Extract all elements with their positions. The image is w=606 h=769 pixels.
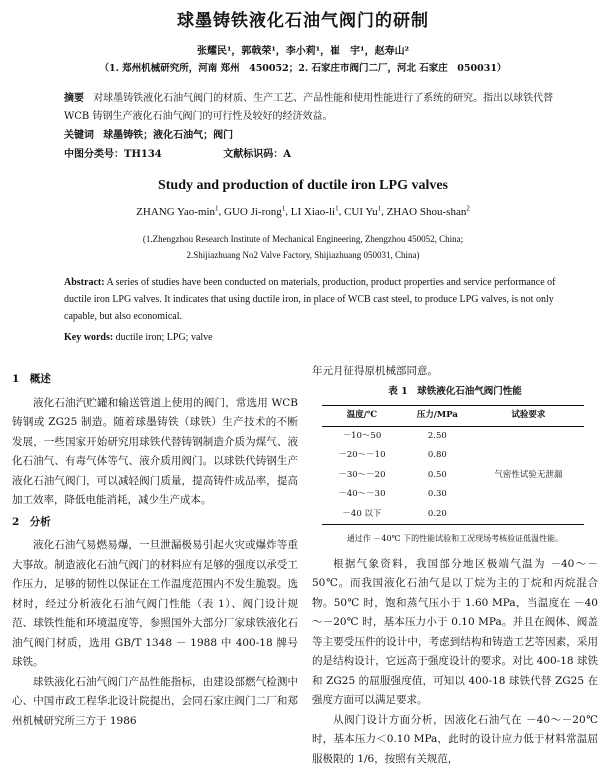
abstract-cn <box>64 90 564 126</box>
keywords-en <box>64 329 564 347</box>
table-cell: 0.80 <box>402 446 473 466</box>
classification-value: TH134 <box>124 149 162 160</box>
table-row <box>322 426 584 446</box>
table-cell: 0.20 <box>402 505 473 525</box>
doc-code-label: 文献标识码： <box>223 149 283 160</box>
affiliation-en-2: 2.Shijiazhuang No2 Valve Factory, Shijiazhuang 050031, China) <box>0 250 606 260</box>
keywords-en-text: ductile iron; LPG; valve <box>116 332 213 343</box>
table-caption: 表 1 球铁液化石油气阀门性能 <box>312 382 598 402</box>
doc-code-value: A <box>283 149 291 160</box>
table-cell: 2.50 <box>402 426 473 446</box>
section-1-heading: 1 概述 <box>12 370 298 390</box>
abstract-en-label: Abstract: <box>64 277 105 288</box>
author-affiliation-mark: 1 <box>215 204 219 212</box>
author-en: ZHAO Shou-shan$^2$ <box>387 206 470 218</box>
abstract-en-text: A series of studies have been conducted on materials, production, product properties and service performance of ductile iron LPG valves. It indicates that using ductile iron, in place of WCB cast steel, to produce LPG valves, is not only capable, but also economical. <box>64 277 556 322</box>
table-cell: －20～－10 <box>322 446 402 466</box>
authors-en: ZHANG Yao-$\min^1$, GUO Ji-rong$^1$, LI Xiao-$li^1$, CUI Yu$^1$, ZHAO Shou-shan$^2$ <box>0 204 606 218</box>
keywords-cn-text: 球墨铸铁；液化石油气；阀门 <box>103 130 233 141</box>
affiliation-en-1: (1.Zhengzhou Research Institute of Mechanical Engineering, Zhengzhou 450052, China; <box>0 234 606 244</box>
table-cell: －40 以下 <box>322 505 402 525</box>
author-en: ZHANG Yao-$\min^1$ <box>136 206 218 218</box>
authors-cn: 张耀民¹，郭戟荣¹，李小莉¹，崔 宇¹，赵寿山² <box>0 42 606 57</box>
section-1-paragraph: 液化石油汽贮罐和输送管道上使用的阀门，常选用 WCB 铸钢或 ZG25 制造。随着球墨铸铁（球铁）生产技术的不断发展，一些国家开始研究用球铁代替铸钢制造介质为煤气、液化石油气、有毒气体等气、液介质用阀门。以球铁代铸钢生产液化石油气阀门，可以减轻阀门质量，提高铸件成品率，提高加工效率，降低电能消耗，减少生产成本。 <box>12 394 298 511</box>
right-paragraph-0: 年元月征得原机械部同意。 <box>312 362 598 382</box>
table-cell: －30～－20 <box>322 466 402 486</box>
keywords-en-label: Key words: <box>64 332 113 343</box>
author-affiliation-mark: 1 <box>282 204 286 212</box>
right-paragraph-2: 从阀门设计方面分析，因液化石油气在 －40～－20℃ 时，基本压力＜0.10 MPa，此时的设计应力低于材料常温屈服极限的 1/6，按照有关规范， <box>312 711 598 769</box>
author-en: LI Xiao-$li^1$ <box>291 206 339 218</box>
right-paragraph-1: 根据气象资料，我国部分地区极端气温为 －40～－50℃。而我国液化石油气是以丁烷为主的丁烷和丙烷混合物。50℃ 时，饱和蒸气压小于 1.60 MPa，当温度在 －40～－20℃ 时，基本压力小于 0.10 MPa。并且在阀体、阀盖等主要受压件的设计中，考虑到结构和铸造工艺等因素，采用的是结构设计，它远高于强度设计的要求。对比 400-18 球铁和 ZG25 的屈服强度值，可知以 400-18 球铁代替 ZG25 在强度方面可以满足要求。 <box>312 555 598 711</box>
paper-title-en: Study and production of ductile iron LPG valves <box>0 178 606 194</box>
section-2-paragraph-1: 液化石油气易燃易爆，一旦泄漏极易引起火灾或爆炸等重大事故。制造液化石油气阀门的材料应有足够的强度以承受工作压力，足够的韧性以保证在工作温度范围内不发生脆裂。选材时，经过分析液化石油气阀门性能（表 1）、阀门设计规范、球铁性能和环境温度等，参照国外大部分厂家球铁液化石油气阀门材质，选用 GB/T 1348 － 1988 中 400-18 牌号球铁。 <box>12 536 298 673</box>
table-cell: －10～50 <box>322 426 402 446</box>
valve-properties-table <box>322 405 584 525</box>
abstract-cn-label: 摘要 <box>64 93 84 104</box>
table-cell: －40～－30 <box>322 485 402 505</box>
section-2-heading: 2 分析 <box>12 513 298 533</box>
keywords-cn <box>64 127 564 145</box>
abstract-cn-text: 对球墨铸铁液化石油气阀门的材质、生产工艺、产品性能和使用性能进行了系统的研究。指出以球铁代替 WCB 铸钢生产液化石油气阀门的可行性及较好的经济效益。 <box>64 93 553 122</box>
table-header-pressure: 压力/MPa <box>402 406 473 427</box>
author-affiliation-mark: 1 <box>335 204 339 212</box>
affiliation-cn: （1. 郑州机械研究所，河南 郑州 450052；2. 石家庄市阀门二厂，河北 石家庄 050031） <box>0 60 606 74</box>
abstract-en <box>64 274 564 325</box>
table-requirement-cell: 气密性试验无泄漏 <box>473 426 584 525</box>
section-2-paragraph-2: 球铁液化石油气阀门产品性能指标，由建设部燃气检测中心、中国市政工程华北设计院提出，会同石家庄阀门二厂和郑州机械研究所三方于 1986 <box>12 673 298 732</box>
left-column <box>12 368 298 731</box>
keywords-cn-label: 关键词 <box>64 130 94 141</box>
author-affiliation-mark: 1 <box>378 204 382 212</box>
author-affiliation-mark: 2 <box>466 204 470 212</box>
right-column <box>312 362 598 769</box>
table-header-temp: 温度/℃ <box>322 406 402 427</box>
author-en: CUI Yu$^1$ <box>344 206 381 218</box>
table-cell: 0.30 <box>402 485 473 505</box>
classification-line <box>64 146 564 164</box>
table-note: 通过作 －40℃ 下的性能试验和工况现场考核验证低温性能。 <box>312 529 598 549</box>
author-en: GUO Ji-rong$^1$ <box>224 206 285 218</box>
table-cell: 0.50 <box>402 466 473 486</box>
paper-title-cn: 球墨铸铁液化石油气阀门的研制 <box>0 6 606 31</box>
classification-label: 中图分类号： <box>64 149 124 160</box>
table-header-requirement: 试验要求 <box>473 406 584 427</box>
